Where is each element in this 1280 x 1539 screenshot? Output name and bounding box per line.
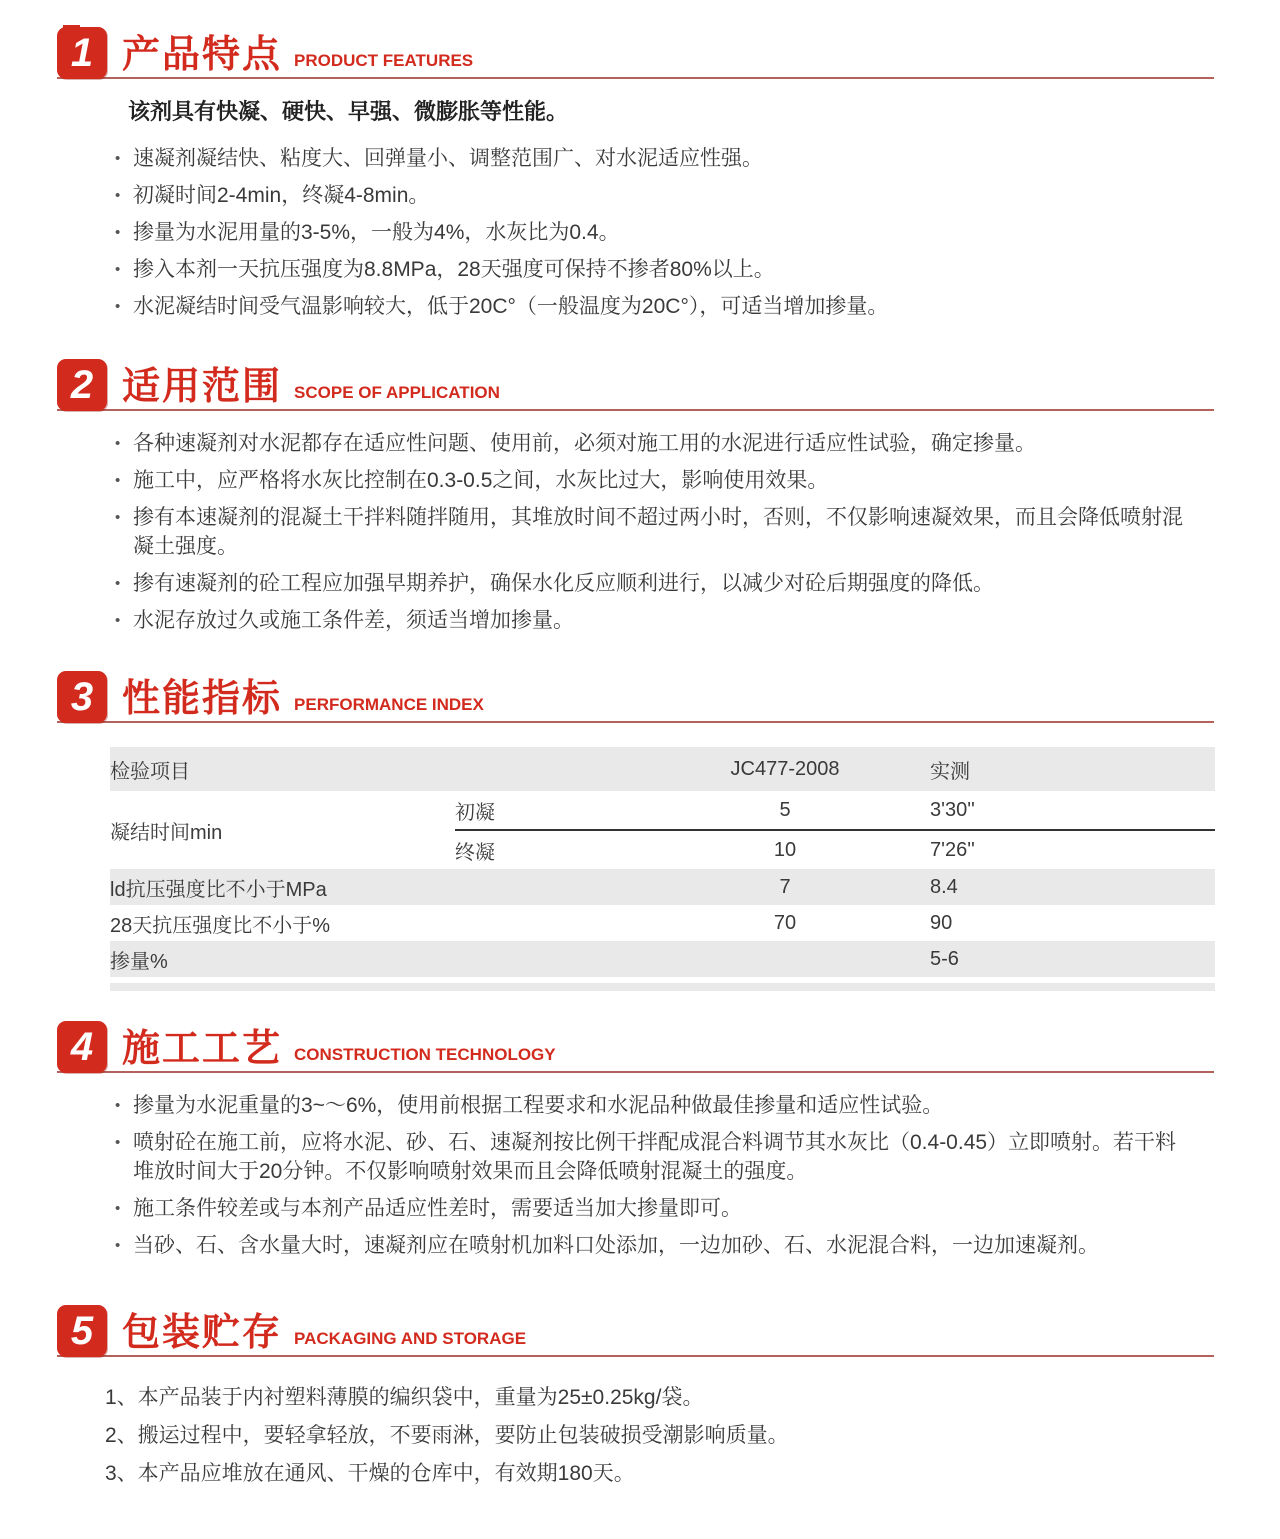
section-subtitle-en: PERFORMANCE INDEX	[294, 695, 484, 714]
features-bullet-list	[115, 144, 1214, 321]
numbered-item: 2、搬运过程中，要轻拿轻放，不要雨淋，要防止包装破损受潮影响质量。	[105, 1424, 789, 1447]
cell-standard-value: 7	[640, 869, 930, 905]
cell-measured-value: 8.4	[930, 869, 1215, 905]
features-intro-line: 该剂具有快凝、硬快、早强、微膨胀等性能。	[128, 99, 569, 124]
bullet-text: 施工条件较差或与本剂产品适应性差时，需要适当加大掺量即可。	[133, 1197, 742, 1220]
cell-sub-label: 终凝	[455, 830, 640, 869]
bullet-dot-icon: •	[115, 472, 121, 489]
section-title: 产品特点	[122, 34, 283, 76]
bullet-text: 掺量为水泥重量的3~～6%，使用前根据工程要求和水泥品种做最佳掺量和适应性试验。	[133, 1094, 944, 1117]
section-subtitle-en: SCOPE OF APPLICATION	[294, 383, 500, 402]
bullet-text: 水泥凝结时间受气温影响较大，低于20C°（一般温度为20C°），可适当增加掺量。	[133, 295, 889, 318]
bullet-item	[115, 1091, 1214, 1120]
bullet-dot-icon: •	[115, 1097, 121, 1114]
section-packaging-storage	[57, 1303, 1214, 1493]
bullet-item	[115, 429, 1214, 458]
cell-standard-value: 70	[640, 905, 930, 941]
packaging-item-list	[105, 1379, 1214, 1493]
section-product-features	[57, 25, 1214, 321]
bullet-item	[115, 218, 1214, 247]
bullet-dot-icon: •	[115, 1134, 121, 1151]
section-header	[57, 25, 1214, 79]
bullet-text: 初凝时间2-4min，终凝4-8min。	[133, 184, 430, 207]
section-title: 适用范围	[122, 366, 283, 408]
bullet-item	[115, 503, 1214, 561]
section-number-badge: 1	[57, 27, 107, 79]
col-header-measured: 实测	[930, 747, 1215, 791]
cell-standard-value: 5	[640, 791, 930, 830]
section-title: 包装贮存	[122, 1312, 283, 1354]
bullet-dot-icon: •	[115, 298, 121, 315]
cell-sub-label: 初凝	[455, 791, 640, 830]
table-row-dosage	[110, 941, 1215, 977]
bullet-item	[115, 1128, 1214, 1186]
table-row-1d-strength	[110, 869, 1215, 905]
bullet-text: 施工中，应严格将水灰比控制在0.3-0.5之间，水灰比过大，影响使用效果。	[133, 469, 829, 492]
col-header-spacer	[455, 747, 640, 791]
cell-measured-value: 7'26''	[930, 830, 1215, 869]
section-header	[57, 669, 1214, 723]
construction-bullet-list	[115, 1091, 1214, 1260]
bullet-item	[115, 569, 1214, 598]
bullet-item	[115, 466, 1214, 495]
bullet-dot-icon: •	[115, 1200, 121, 1217]
section-number-badge: 5	[57, 1305, 107, 1357]
section-header	[57, 1303, 1214, 1357]
bullet-text: 速凝剂凝结快、粘度大、回弹量小、调整范围广、对水泥适应性强。	[133, 147, 763, 170]
cell-standard-value: 10	[640, 830, 930, 869]
cell-measured-value: 90	[930, 905, 1215, 941]
bullet-text: 喷射砼在施工前，应将水泥、砂、石、速凝剂按比例干拌配成混合料调节其水灰比（0.4-0.45）立即喷射。若干料堆放时间大于20分钟。不仅影响喷射效果而且会降低喷射混凝土的强度。	[133, 1131, 1177, 1183]
bullet-text: 各种速凝剂对水泥都存在适应性问题、使用前，必须对施工用的水泥进行适应性试验，确定掺量。	[133, 432, 1036, 455]
section-subtitle-en: PACKAGING AND STORAGE	[294, 1329, 527, 1348]
section-number-badge: 3	[57, 671, 107, 723]
col-header-item: 检验项目	[110, 747, 455, 791]
bullet-item	[115, 292, 1214, 321]
cell-row-label: 掺量%	[110, 941, 640, 977]
section-subtitle-en: CONSTRUCTION TECHNOLOGY	[294, 1045, 556, 1064]
table-header-row	[110, 747, 1215, 791]
bullet-dot-icon: •	[115, 150, 121, 167]
table-row-28d-strength	[110, 905, 1215, 941]
bullet-dot-icon: •	[115, 612, 121, 629]
section-number-badge: 4	[57, 1021, 107, 1073]
performance-table	[110, 747, 1215, 977]
bullet-dot-icon: •	[115, 435, 121, 452]
table-bottom-strip	[110, 983, 1215, 991]
bullet-text: 水泥存放过久或施工条件差，须适当增加掺量。	[133, 609, 574, 632]
bullet-item	[115, 1231, 1214, 1260]
bullet-dot-icon: •	[115, 224, 121, 241]
bullet-text: 当砂、石、含水量大时，速凝剂应在喷射机加料口处添加，一边加砂、石、水泥混合料，一边加速凝剂。	[133, 1234, 1099, 1257]
cell-row-label: ld抗压强度比不小于MPa	[110, 869, 640, 905]
bullet-item	[115, 1194, 1214, 1223]
bullet-dot-icon: •	[115, 187, 121, 204]
bullet-item	[115, 255, 1214, 284]
bullet-item	[115, 606, 1214, 635]
bullet-dot-icon: •	[115, 1237, 121, 1254]
section-header	[57, 357, 1214, 411]
section-construction-technology	[57, 1019, 1214, 1260]
table-row-initial-setting	[110, 791, 1215, 830]
section-scope-of-application	[57, 357, 1214, 635]
section-performance-index	[57, 669, 1214, 991]
section-number-badge: 2	[57, 359, 107, 411]
scope-bullet-list	[115, 429, 1214, 635]
numbered-item: 3、本产品应堆放在通风、干燥的仓库中，有效期180天。	[105, 1462, 635, 1485]
bullet-dot-icon: •	[115, 261, 121, 278]
bullet-item	[115, 181, 1214, 210]
cell-setting-time-label: 凝结时间min	[110, 791, 455, 869]
bullet-item	[115, 144, 1214, 173]
col-header-standard: JC477-2008	[640, 747, 930, 791]
numbered-item: 1、本产品装于内衬塑料薄膜的编织袋中，重量为25±0.25kg/袋。	[105, 1386, 704, 1409]
cell-standard-value	[640, 941, 930, 977]
bullet-text: 掺量为水泥用量的3-5%，一般为4%，水灰比为0.4。	[133, 221, 620, 244]
section-title: 性能指标	[122, 678, 283, 720]
bullet-text: 掺有本速凝剂的混凝土干拌料随拌随用，其堆放时间不超过两小时，否则，不仅影响速凝效果，而且会降低喷射混凝土强度。	[133, 506, 1183, 558]
section-header	[57, 1019, 1214, 1073]
cell-measured-value: 5-6	[930, 941, 1215, 977]
cell-row-label: 28天抗压强度比不小于%	[110, 905, 640, 941]
bullet-dot-icon: •	[115, 575, 121, 592]
section-subtitle-en: PRODUCT FEATURES	[294, 51, 474, 70]
bullet-dot-icon: •	[115, 509, 121, 526]
section-title: 施工工艺	[122, 1028, 283, 1070]
bullet-text: 掺有速凝剂的砼工程应加强早期养护，确保水化反应顺利进行，以减少对砼后期强度的降低。	[133, 572, 994, 595]
bullet-text: 掺入本剂一天抗压强度为8.8MPa，28天强度可保持不掺者80%以上。	[133, 258, 775, 281]
cell-measured-value: 3'30''	[930, 791, 1215, 830]
